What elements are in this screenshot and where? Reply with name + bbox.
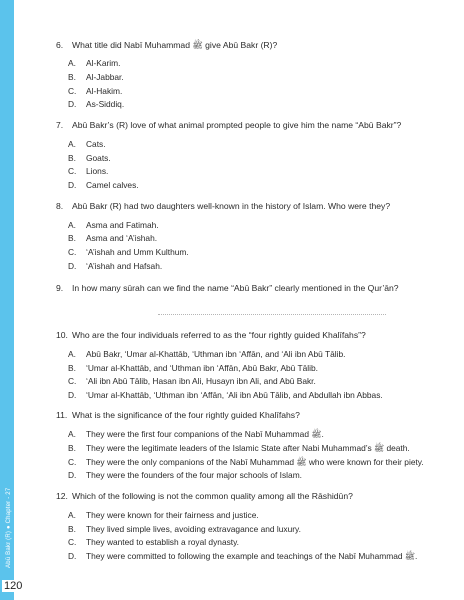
- question-text: Which of the following is not the common quality among all the Rāshidūn?: [72, 491, 353, 501]
- option-letter: D.: [68, 261, 77, 271]
- option-11a: [68, 429, 434, 440]
- question-9: [56, 283, 424, 294]
- option-letter: D.: [68, 470, 77, 480]
- option-letter: B.: [68, 363, 76, 373]
- option-text: ‘Umar al-Khattāb, ‘Uthman ibn ‘Affān, ‘Ali ibn Abū Tālib, and Abdullah ibn Abbas.: [86, 390, 383, 400]
- question-text: Abū Bakr (R) had two daughters well-known in the history of Islam. Who were they?: [72, 201, 391, 211]
- question-12: [56, 491, 424, 502]
- option-text: ‘A’ishah and Umm Kulthum.: [86, 247, 189, 257]
- question-text: Who are the four individuals referred to as the “four rightly guided Khalīfahs”?: [72, 330, 366, 340]
- option-text: Lions.: [86, 166, 109, 176]
- question-text: Abū Bakr’s (R) love of what animal prompted people to give him the name “Abū Bakr”?: [72, 120, 402, 130]
- question-10: [56, 330, 424, 341]
- option-letter: D.: [68, 390, 77, 400]
- option-letter: D.: [68, 180, 77, 190]
- option-letter: D.: [68, 551, 77, 561]
- question-number: 6.: [56, 40, 64, 50]
- option-letter: D.: [68, 99, 77, 109]
- option-text: Camel calves.: [86, 180, 139, 190]
- option-letter: C.: [68, 247, 77, 257]
- option-8a: [68, 220, 434, 231]
- option-text: Asma and ‘A’ishah.: [86, 233, 158, 243]
- question-text: What is the significance of the four rightly guided Khalīfahs?: [72, 410, 300, 420]
- option-8c: [68, 247, 434, 258]
- option-letter: B.: [68, 233, 76, 243]
- option-letter: A.: [68, 220, 76, 230]
- option-6c: [68, 86, 434, 97]
- option-12b: [68, 524, 434, 535]
- option-letter: A.: [68, 349, 76, 359]
- option-text: Al-Karim.: [86, 58, 121, 68]
- option-text: ‘A’ishah and Hafsah.: [86, 261, 163, 271]
- option-6d: [68, 99, 434, 110]
- option-12d: [68, 551, 434, 562]
- option-6a: [68, 58, 434, 69]
- option-10c: [68, 376, 434, 387]
- option-7d: [68, 180, 434, 191]
- question-number: 8.: [56, 201, 64, 211]
- option-11c: [68, 457, 434, 468]
- option-text: ‘Umar al-Khattāb, and ‘Uthman ibn ‘Affān, Abū Bakr, Abū Tālib.: [86, 363, 318, 373]
- option-10d: [68, 390, 434, 401]
- option-text: Abū Bakr, ‘Umar al-Khattāb, ‘Uthman ibn ‘Affān, and ‘Ali ibn Abū Tālib.: [86, 349, 346, 359]
- question-8: [56, 201, 424, 212]
- option-11b: [68, 443, 434, 454]
- option-letter: B.: [68, 72, 76, 82]
- option-12a: [68, 510, 434, 521]
- option-letter: A.: [68, 139, 76, 149]
- option-10b: [68, 363, 434, 374]
- sidebar-chapter-label: Abū Bakr (R) ● Chapter - 27: [6, 487, 12, 568]
- answer-line: [158, 314, 386, 315]
- question-number: 12.: [56, 491, 68, 501]
- option-letter: B.: [68, 153, 76, 163]
- option-letter: A.: [68, 510, 76, 520]
- option-letter: B.: [68, 443, 76, 453]
- option-text: ‘Ali ibn Abū Tālib, Hasan ibn Ali, Husayn ibn Ali, and Abū Bakr.: [86, 376, 316, 386]
- option-text: They were the first four companions of the Nabī Muhammad ﷺ.: [86, 429, 324, 439]
- option-letter: C.: [68, 376, 77, 386]
- question-text: In how many sūrah can we find the name “Abū Bakr” clearly mentioned in the Qur’ān?: [72, 283, 399, 293]
- option-11d: [68, 470, 434, 481]
- option-text: They were the legitimate leaders of the Islamic State after Nabi Muhammad’s ﷺ death.: [86, 443, 410, 453]
- option-8b: [68, 233, 434, 244]
- question-7: [56, 120, 424, 131]
- option-text: They were the founders of the four major schools of Islam.: [86, 470, 302, 480]
- question-number: 9.: [56, 283, 64, 293]
- option-text: Al-Jabbar.: [86, 72, 124, 82]
- option-7a: [68, 139, 434, 150]
- question-6: [56, 40, 424, 51]
- option-6b: [68, 72, 434, 83]
- option-text: Cats.: [86, 139, 106, 149]
- option-7c: [68, 166, 434, 177]
- question-11: [56, 410, 424, 421]
- question-number: 11.: [56, 410, 68, 420]
- option-8d: [68, 261, 434, 272]
- option-letter: B.: [68, 524, 76, 534]
- option-12c: [68, 537, 434, 548]
- option-text: Al-Hakim.: [86, 86, 123, 96]
- option-text: Goats.: [86, 153, 111, 163]
- option-letter: C.: [68, 537, 77, 547]
- option-letter: A.: [68, 58, 76, 68]
- option-letter: C.: [68, 86, 77, 96]
- option-text: Asma and Fatimah.: [86, 220, 159, 230]
- page-number: 120: [4, 580, 23, 592]
- option-7b: [68, 153, 434, 164]
- option-text: They lived simple lives, avoiding extravagance and luxury.: [86, 524, 301, 534]
- question-number: 10.: [56, 330, 68, 340]
- option-text: They were committed to following the example and teachings of the Nabī Muhammad ﷺ.: [86, 551, 418, 561]
- option-text: As-Siddiq.: [86, 99, 125, 109]
- option-text: They were the only companions of the Nabī Muhammad ﷺ who were known for their piety.: [86, 457, 424, 467]
- option-text: They were known for their fairness and justice.: [86, 510, 259, 520]
- option-letter: A.: [68, 429, 76, 439]
- option-text: They wanted to establish a royal dynasty.: [86, 537, 240, 547]
- option-letter: C.: [68, 457, 77, 467]
- option-10a: [68, 349, 434, 360]
- option-letter: C.: [68, 166, 77, 176]
- question-text: What title did Nabī Muhammad ﷺ give Abū Bakr (R)?: [72, 40, 278, 50]
- question-number: 7.: [56, 120, 64, 130]
